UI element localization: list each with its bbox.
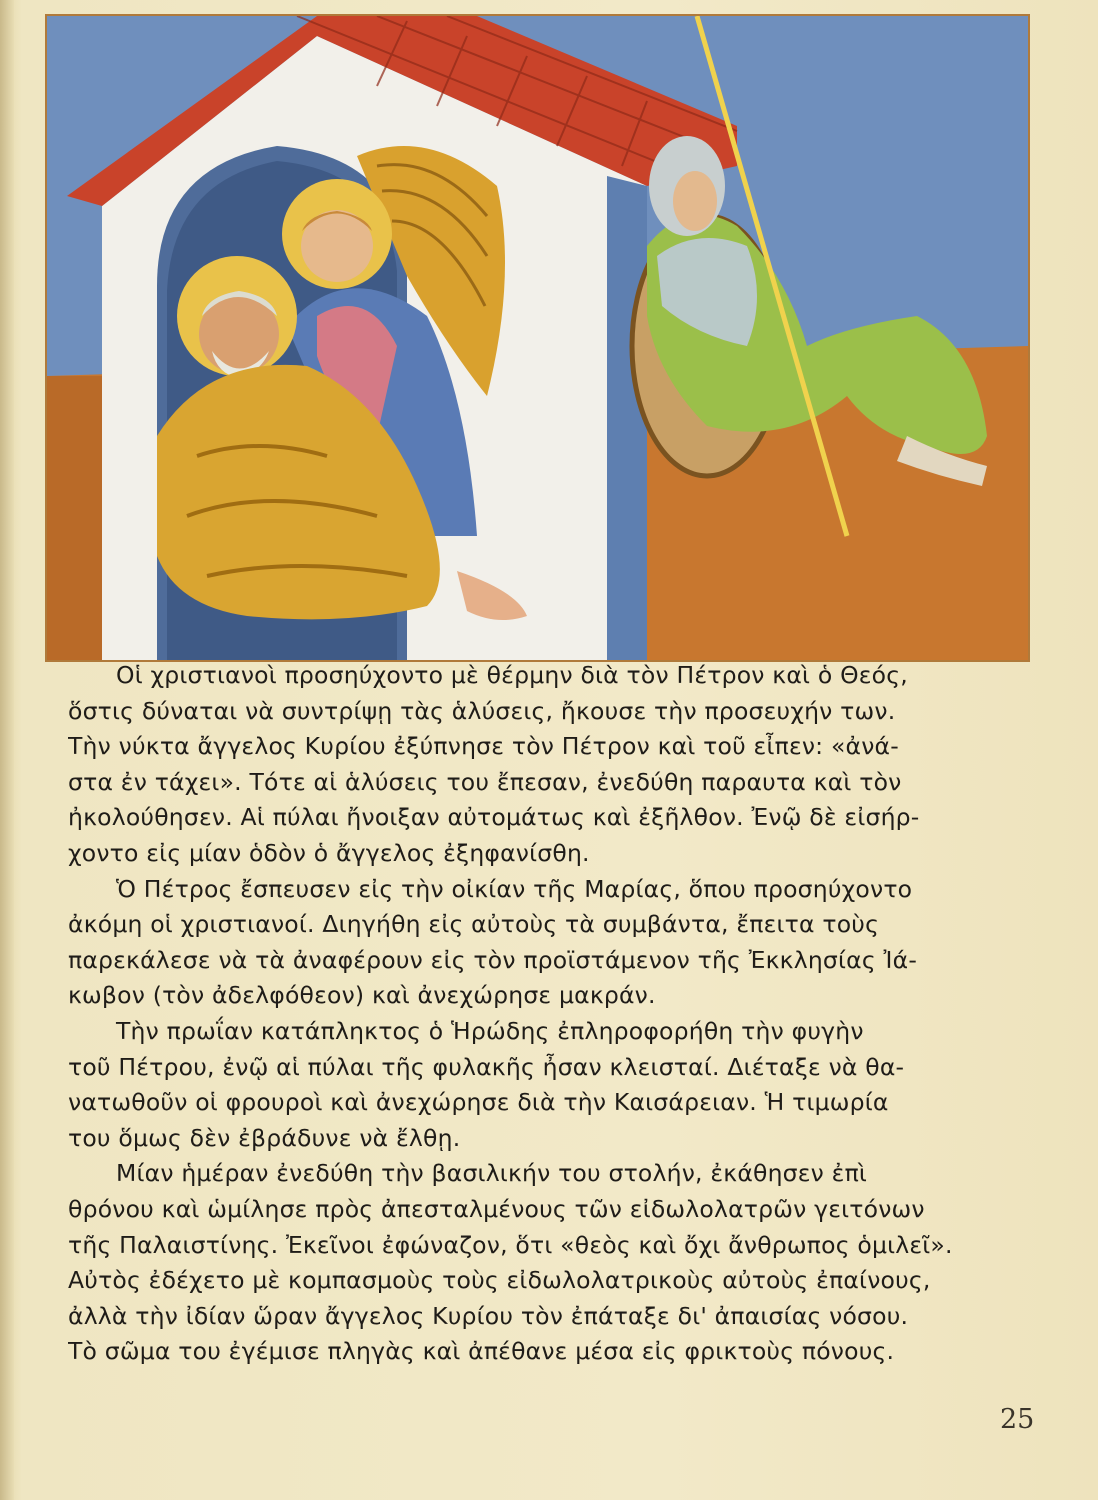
page-number: 25: [1000, 1404, 1035, 1435]
text-line: Αὐτὸς ἐδέχετο μὲ κομπασμοὺς τοὺς εἰδωλολατρικοὺς αὐτοὺς ἐπαίνους,: [68, 1266, 931, 1295]
text-line: κωβον (τὸν ἀδελφόθεον) καὶ ἀνεχώρησε μακράν.: [68, 981, 656, 1010]
text-line: ἠκολούθησεν. Αἱ πύλαι ἤνοιξαν αὐτομάτως καὶ ἐξῆλθον. Ἐνῷ δὲ εἰσήρ-: [68, 803, 920, 832]
text-line: του ὅμως δὲν ἐβράδυνε νὰ ἔλθῃ.: [68, 1123, 461, 1152]
text-line: θρόνου καὶ ὡμίλησε πρὸς ἀπεσταλμένους τῶν εἰδωλολατρῶν γειτόνων: [68, 1194, 925, 1223]
text-line: τῆς Παλαιστίνης. Ἐκεῖνοι ἐφώναζον, ὅτι «θεὸς καὶ ὄχι ἄνθρωπος ὁμιλεῖ».: [68, 1230, 953, 1259]
text-line: Ὁ Πέτρος ἔσπευσεν εἰς τὴν οἰκίαν τῆς Μαρίας, ὅπου προσηύχοντο: [116, 874, 913, 903]
text-line: Μίαν ἡμέραν ἐνεδύθη τὴν βασιλικήν του στολήν, ἐκάθησεν ἐπὶ: [116, 1159, 868, 1188]
text-line: παρεκάλεσε νὰ τὰ ἀναφέρουν εἰς τὸν προϊστάμενον τῆς Ἐκκλησίας Ἰά-: [68, 945, 918, 974]
text-line: ὅστις δύναται νὰ συντρίψῃ τὰς ἁλύσεις, ἤκουσε τὴν προσευχήν των.: [68, 696, 896, 725]
text-line: Τὸ σῶμα του ἐγέμισε πληγὰς καὶ ἀπέθανε μέσα εἰς φρικτοὺς πόνους.: [68, 1337, 895, 1366]
text-line: Οἱ χριστιανοὶ προσηύχοντο μὲ θέρμην διὰ τὸν Πέτρον καὶ ὁ Θεός,: [116, 661, 908, 689]
text-line: Τὴν νύκτα ἄγγελος Κυρίου ἐξύπνησε τὸν Πέτρον καὶ τοῦ εἶπεν: «ἀνά-: [68, 732, 899, 761]
body-text: [68, 658, 1036, 1370]
text-line: στα ἐν τάχει». Τότε αἱ ἁλύσεις του ἔπεσαν, ἐνεδύθη παραυτα καὶ τὸν: [68, 767, 902, 796]
text-line: χοντο εἰς μίαν ὁδὸν ὁ ἄγγελος ἐξηφανίσθη.: [68, 838, 590, 867]
illustration-angel-freeing-peter: [45, 14, 1030, 662]
text-line: ἀλλὰ τὴν ἰδίαν ὥραν ἄγγελος Κυρίου τὸν ἐπάταξε δι' ἀπαισίας νόσου.: [68, 1301, 909, 1330]
text-line: τοῦ Πέτρου, ἐνῷ αἱ πύλαι τῆς φυλακῆς ἦσαν κλεισταί. Διέταξε νὰ θα-: [68, 1052, 905, 1081]
text-line: νατωθοῦν οἱ φρουροὶ καὶ ἀνεχώρησε διὰ τὴν Καισάρειαν. Ἡ τιμωρία: [68, 1088, 889, 1117]
page-gutter: [0, 0, 14, 1500]
scene-icon: [47, 16, 1028, 660]
text-line: Τὴν πρωΐαν κατάπληκτος ὁ Ἡρώδης ἐπληροφορήθη τὴν φυγὴν: [116, 1016, 864, 1045]
text-line: ἀκόμη οἱ χριστιανοί. Διηγήθη εἰς αὐτοὺς τὰ συμβάντα, ἔπειτα τοὺς: [68, 910, 880, 939]
